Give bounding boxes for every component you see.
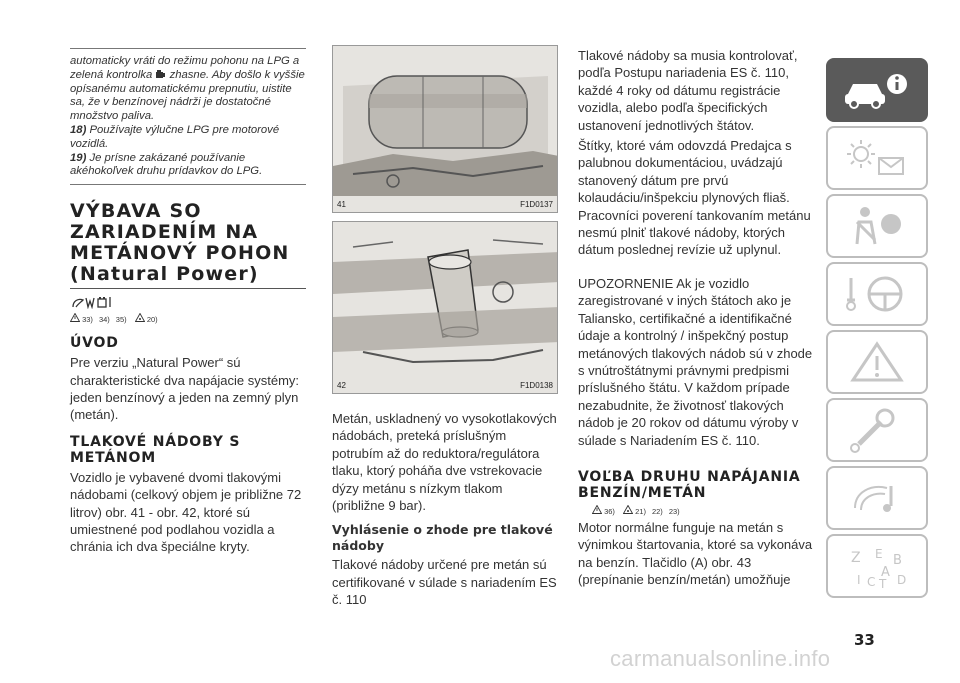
caution-triangle-icon — [623, 505, 633, 514]
reference-row: 33) 34) 35) 20) — [70, 313, 306, 325]
warning-triangle-icon — [70, 313, 80, 322]
tab-index[interactable] — [826, 534, 928, 598]
note-box — [70, 48, 306, 185]
lpg-warning-light-icon — [155, 69, 166, 79]
note-item-19: 19) Je prísne zakázané používanie akéhokoľvek druhu prídavkov do LPG. — [70, 151, 263, 178]
column-right — [578, 0, 816, 589]
inspection-text: Tlakové nádoby sa musia kontrolovať, podľa Postupu nariadenia ES č. 110, každé 4 roky od dátumu registrácie vozidla, alebo podľa špecifických ustanovení jednotlivých štátov. — [578, 48, 798, 133]
warning-triangle-tab-icon — [841, 338, 913, 386]
svg-text:A: A — [881, 565, 890, 580]
fuel-selection-title: VOĽBA DRUHU NAPÁJANIA BENZÍN/METÁN — [578, 468, 801, 501]
svg-text:D: D — [897, 573, 907, 587]
footer-watermark: carmanualsonline.info — [610, 646, 831, 671]
svg-text:E: E — [875, 547, 883, 561]
section-title: VÝBAVA SO ZARIADENÍM NA METÁNOVÝ POHON (Natural Power) — [70, 200, 290, 286]
svg-text:B: B — [893, 553, 902, 568]
natural-power-icon-row — [70, 295, 306, 309]
tab-emergency[interactable] — [826, 330, 928, 394]
natural-power-icon — [70, 295, 116, 309]
note-paragraph-1: automaticky vráti do režimu pohonu na LPG a zelená kontrolka zhasne. Aby došlo k vyššie opísanému automatickému prepnutiu, uistite sa, že v benzínovej nádrži je dostatočné množstvo paliva. — [70, 55, 305, 123]
column-middle — [332, 0, 558, 609]
tab-safety[interactable] — [826, 194, 928, 258]
metan-tank-illustration — [333, 46, 558, 213]
fuel-reference-row: 36) 21) 22) 23) — [578, 505, 816, 517]
uvod-text: Pre verziu „Natural Power“ sú charakteristické dva napájacie systémy: jeden benzínový a jeden na zemný plyn (metán). — [70, 355, 300, 423]
warning-triangle-icon — [592, 505, 602, 514]
page-number: 33 — [854, 631, 875, 649]
svg-text:I: I — [857, 573, 861, 587]
tab-multimedia[interactable] — [826, 466, 928, 530]
seatbelt-airbag-icon — [841, 202, 913, 250]
svg-text:C: C — [867, 575, 876, 589]
svg-text:T: T — [879, 577, 887, 590]
car-info-icon — [841, 66, 913, 114]
metan-text: Metán, uskladnený vo vysokotlakových nádobách, preteká príslušným potrubím až do reduktora/regulátora tlaku, ktorý poháňa dve vstrekovacie dýzy metánu s nízkym tlakom (približne 9 bar). — [332, 411, 557, 514]
wrench-icon — [841, 406, 913, 454]
figure-41 — [332, 45, 558, 213]
fuel-selection-text: Motor normálne funguje na metán s výnimkou štartovania, ktoré sa vykonáva na benzín. Tlačidlo (A) obr. 43 (prepínanie benzín/metán) umožňuje — [578, 519, 813, 588]
title-divider — [70, 288, 306, 289]
caution-triangle-icon — [135, 313, 145, 322]
steering-wheel-icon — [841, 270, 913, 318]
multimedia-icon — [841, 474, 913, 522]
conformity-text: Tlakové nádoby určené pre metán sú certifikované v súlade s nariadením ES č. 110 — [332, 557, 557, 608]
figure-42 — [332, 221, 558, 394]
alphabet-index-icon — [841, 542, 913, 590]
figure-42-code: F1D0138 — [520, 381, 553, 390]
figure-42-number: 42 — [337, 381, 346, 390]
tlakove-title: TLAKOVÉ NÁDOBY S METÁNOM — [70, 433, 241, 466]
tab-getting-to-know-car[interactable] — [826, 58, 928, 122]
uvod-title: ÚVOD — [70, 335, 119, 352]
figure-41-number: 41 — [337, 200, 346, 209]
warning-lights-icon — [841, 134, 913, 182]
note-item-18: 18) Používajte výlučne LPG pre motorové vozidlá. — [70, 123, 280, 150]
underbody-illustration — [333, 222, 558, 394]
upozornenie-text: UPOZORNENIE Ak je vozidlo zaregistrované v iných štátoch ako je Taliansko, certifikačné a identifikačné údaje a kontrolný / inšpekčný postup metánových tlakových nádob sú v zhode s vnútroštátnymi právnymi predpismi príslušného štátu. V každom prípade nezabudnite, že životnosť tlakových nádob je 20 rokov od dátumu výroby v súlade s Nariadením ES č. 110. — [578, 275, 813, 448]
tab-starting-driving[interactable] — [826, 262, 928, 326]
tab-dashboard-lights[interactable] — [826, 126, 928, 190]
conformity-title: Vyhlásenie o zhode pre tlakové nádoby — [332, 522, 553, 554]
tlakove-text: Vozidlo je vybavené dvomi tlakovými nádobami (celkový objem je približne 72 litrov) obr. 41 - obr. 42, ktoré sú umiestnené pod podlahou vozidla a chránia ich dva špeciálne kryty. — [70, 469, 302, 555]
tab-maintenance[interactable] — [826, 398, 928, 462]
svg-text:Z: Z — [851, 550, 861, 566]
labels-text: Štítky, ktoré vám odovzdá Predajca s palubnou dokumentáciou, uvádzajú stanovený dátum pre prvú kolaudáciu/inšpekciu plynových fliaš. Pracovníci poverení tankovaním metánu nesmú plniť tlakové nádoby, ktorých dátum poslednej revízie už uplynul. — [578, 138, 811, 258]
column-left — [70, 0, 306, 556]
figure-41-code: F1D0137 — [520, 200, 553, 209]
